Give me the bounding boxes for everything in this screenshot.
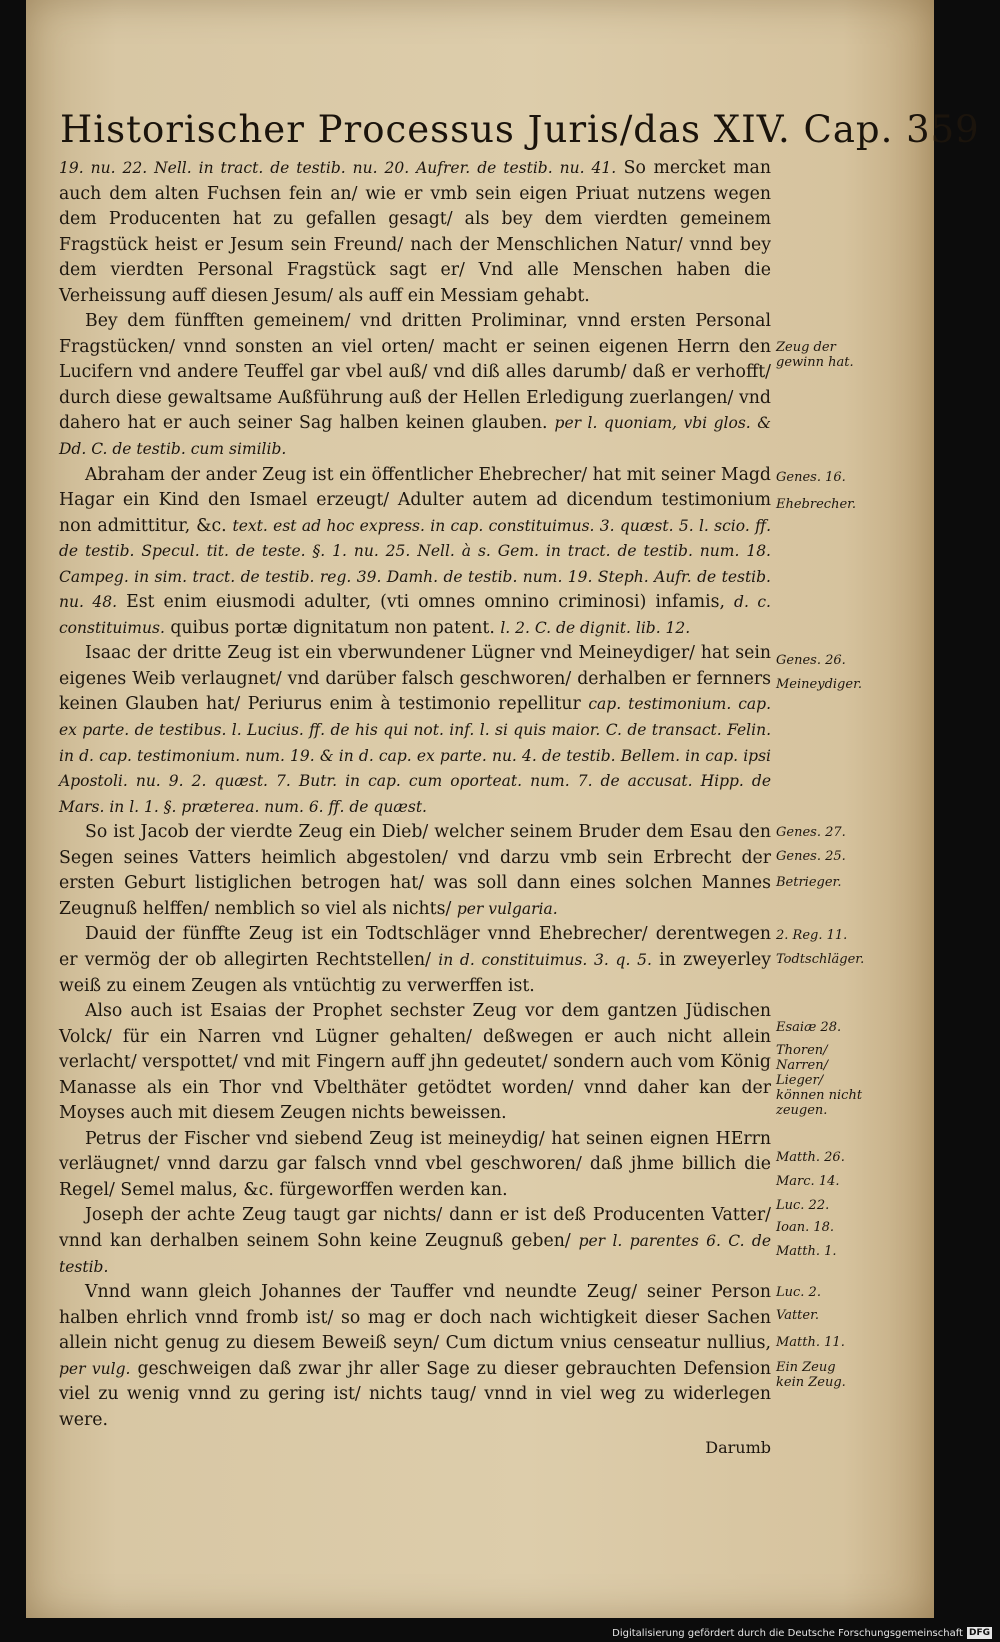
funding-footer [612, 1626, 992, 1640]
paragraph [59, 922, 771, 999]
margin-note: Meineydiger. [776, 677, 862, 692]
text-run: So mercket man auch dem alten Fuchsen fein an/ wie er vmb sein eigen Priuat nutzens wegen dem Producenten hat zu gefallen gesagt/ als bey dem vierdten gemeinem Fragstück heist er Jesum sein Freund/ nach der Menschlichen Natur/ vnnd bey dem vierdten Personal Fragstück sagt er/ Vnd alle Menschen haben die Verheissung auff diesen Jesum/ als auff ein Messiam gehabt. [59, 158, 771, 306]
text-run: Est enim eiusmodi adulter, (vti omnes omnino criminosi) infamis, [117, 592, 735, 613]
paragraph [59, 999, 771, 1127]
text-run: geschweigen daß zwar jhr aller Sage zu dieser gebrauchten Defension viel zu wenig vnnd zu gering ist/ nichts taug/ vnnd in viel weg zu widerlegen were. [59, 1358, 771, 1430]
margin-note: Esaiæ 28. [776, 1020, 842, 1035]
text-run: Vnnd wann gleich Johannes der Tauffer vnd neundte Zeug/ seiner Person halben ehrlich vnnd fromb ist/ so mag er doch nach wichtigkeit dieser Sachen allein nicht genug zu diesem Beweiß seyn/ Cum dictum vnius censeatur nullius, [59, 1282, 771, 1354]
latin-citation: text. est ad hoc express. in cap. constituimus. 3. quæst. 5. l. scio. ff. de testib. Specul. tit. de teste. §. 1. nu. 25. Nell. à s. Gem. in tract. de testib. num. 18. Campeg. in sim. tract. de testib. reg. 39. Damh. de testib. num. 19. Steph. Aufr. de testib. nu. 48. [59, 516, 771, 612]
margin-note: Genes. 25. [776, 849, 846, 864]
text-run: in zweyerley weiß zu einem Zeugen als vntüchtig zu verwerffen ist. [59, 949, 771, 996]
main-text [59, 156, 771, 1461]
margin-note: Genes. 16. [776, 470, 846, 485]
running-header: Historischer Processus Juris/das XIV. Cap. 359 [60, 108, 980, 151]
latin-citation: per l. quoniam, vbi glos. & Dd. C. de testib. cum similib. [59, 414, 771, 459]
margin-note: Luc. 2. [776, 1285, 821, 1300]
paragraph [59, 820, 771, 922]
margin-note: Genes. 27. [776, 825, 846, 840]
margin-note: 2. Reg. 11. [776, 928, 848, 943]
paragraph [59, 463, 771, 642]
latin-citation: l. 2. C. de dignit. lib. 12. [500, 618, 691, 637]
paragraph [59, 1127, 771, 1204]
text-run: quibus portæ dignitatum non patent. [164, 617, 501, 638]
text-run: Isaac der dritte Zeug ist ein vberwundener Lügner vnd Meineydiger/ hat sein eigenes Weib verlaugnet/ vnd darüber falsch geschworen/ derhalben er fernners keinen Glauben hat/ Periurus enim à testimonio repellitur [59, 643, 771, 715]
latin-citation: d. c. constituimus. [59, 593, 771, 637]
margin-note: Matth. 1. [776, 1244, 837, 1259]
margin-note: Ehebrecher. [776, 497, 857, 512]
margin-note: Genes. 26. [776, 653, 846, 668]
paragraph [59, 641, 771, 820]
text-run: Joseph der achte Zeug taugt gar nichts/ dann er ist deß Producenten Vatter/ vnnd kan derhalben seinem Sohn keine Zeugnuß geben/ [59, 1205, 771, 1251]
latin-citation: per vulg. [59, 1359, 131, 1378]
latin-citation: 19. nu. 22. Nell. in tract. de testib. nu. 20. Aufrer. de testib. nu. 41. [59, 159, 617, 177]
paragraph [59, 156, 771, 309]
text-run: Petrus der Fischer vnd siebend Zeug ist meineydig/ hat seinen eignen HErrn verläugnet/ vnnd darzu gar falsch vnnd vbel geschworen/ daß jhme billich die Regel/ Semel malus, &c. fürgeworffen werden kan. [59, 1128, 771, 1200]
margin-note: Matth. 26. [776, 1150, 845, 1165]
latin-citation: per l. parentes 6. C. de testib. [59, 1231, 771, 1276]
catchword: Darumb [705, 1438, 771, 1458]
dfg-logo: DFG [968, 1628, 990, 1638]
margin-note: Ioan. 18. [776, 1220, 835, 1235]
paragraph [59, 1203, 771, 1280]
margin-note: Zeug der gewinn hat. [776, 340, 854, 370]
margin-note: Betrieger. [776, 875, 842, 890]
funding-text: Digitalisierung gefördert durch die Deutsche Forschungsgemeinschaft [612, 1627, 963, 1639]
margin-note: Vatter. [776, 1308, 820, 1323]
margin-note: Matth. 11. [776, 1335, 845, 1350]
margin-note: Thoren/ Narren/ Lieger/ können nicht zeugen. [776, 1043, 863, 1118]
margin-note: Ein Zeug kein Zeug. [776, 1360, 846, 1390]
text-run: Bey dem fünfften gemeinem/ vnd dritten Proliminar, vnnd ersten Personal Fragstücken/ vnnd sonsten an viel orten/ macht er seinen eigenen Herrn den Lucifern vnd andere Teuffel gar vbel auß/ vnd diß alles darumb/ daß er verhofft/ durch diese gewaltsame Außführung auß der Hellen Erledigung zuerlangen/ vnd dahero hat er auch seiner Sag halben keinen glauben. [59, 311, 771, 434]
text-run: Dauid der fünffte Zeug ist ein Todtschläger vnnd Ehebrecher/ derentwegen er vermög der ob allegirten Rechtstellen/ [59, 924, 771, 970]
margin-note: Luc. 22. [776, 1198, 830, 1213]
paragraph [59, 1280, 771, 1433]
text-run: Abraham der ander Zeug ist ein öffentlicher Ehebrecher/ hat mit seiner Magd Hagar ein Kind den Ismael erzeugt/ Adulter autem ad dicendum testimonium non admittitur, &c. [59, 464, 771, 536]
latin-citation: cap. testimonium. cap. ex parte. de testibus. l. Lucius. ff. de his qui not. inf. l. si quis maior. C. de transact. Felin. in d. cap. testimonium. num. 19. & in d. cap. ex parte. nu. 4. de testib. Bellem. in cap. ipsi Apostoli. nu. 9. 2. quæst. 7. Butr. in cap. cum oporteat. num. 7. de accusat. Hipp. de Mars. in l. 1. §. præterea. num. 6. ff. de quæst. [59, 695, 771, 816]
latin-citation: in d. constituimus. 3. q. 5. [438, 950, 652, 969]
paragraph [59, 309, 771, 462]
margin-note: Todtschläger. [776, 952, 865, 967]
book-page [26, 0, 980, 1618]
margin-note: Marc. 14. [776, 1174, 840, 1189]
latin-citation: per vulgaria. [456, 899, 558, 918]
text-run: So ist Jacob der vierdte Zeug ein Dieb/ welcher seinem Bruder dem Esau den Segen seines Vatters heimlich abgestolen/ vnd darzu vmb sein Erbrecht der ersten Geburt listiglichen betrogen hat/ was soll dann eines solchen Mannes Zeugnuß helffen/ nemblich so viel als nichts/ [59, 822, 771, 919]
text-run: Also auch ist Esaias der Prophet sechster Zeug vor dem gantzen Jüdischen Volck/ für ein Narren vnd Lügner gehalten/ deßwegen er auch nicht allein verlacht/ verspottet/ vnd mit Fingern auff jhn gedeutet/ sondern auch vom König Manasse als ein Thor vnd Vbelthäter getödtet worden/ vnnd daher kan der Moyses auch mit diesem Zeugen nichts beweissen. [59, 1001, 771, 1124]
